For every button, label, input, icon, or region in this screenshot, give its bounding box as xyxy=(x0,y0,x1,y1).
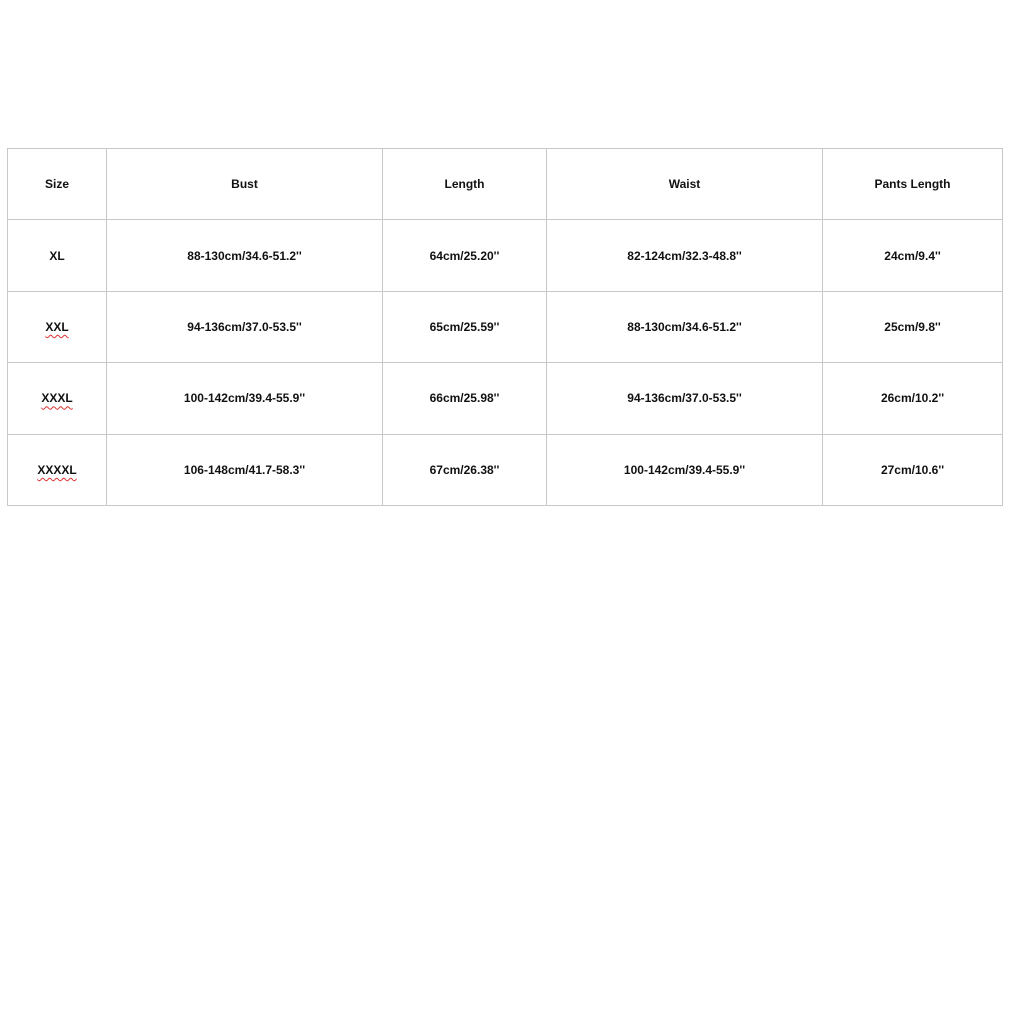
cell-pants-length: 24cm/9.4'' xyxy=(823,220,1003,291)
cell-bust: 100-142cm/39.4-55.9'' xyxy=(107,363,383,434)
table-row xyxy=(8,291,1003,362)
cell-waist: 82-124cm/32.3-48.8'' xyxy=(547,220,823,291)
header-waist: Waist xyxy=(547,149,823,220)
cell-pants-length: 27cm/10.6'' xyxy=(823,434,1003,505)
header-size: Size xyxy=(8,149,107,220)
table-row xyxy=(8,434,1003,505)
cell-size xyxy=(8,291,107,362)
cell-size xyxy=(8,363,107,434)
cell-waist: 100-142cm/39.4-55.9'' xyxy=(547,434,823,505)
cell-bust: 88-130cm/34.6-51.2'' xyxy=(107,220,383,291)
cell-length: 65cm/25.59'' xyxy=(383,291,547,362)
cell-size xyxy=(8,434,107,505)
header-bust: Bust xyxy=(107,149,383,220)
cell-waist: 94-136cm/37.0-53.5'' xyxy=(547,363,823,434)
header-row xyxy=(8,149,1003,220)
cell-length: 67cm/26.38'' xyxy=(383,434,547,505)
size-label: XXXXL xyxy=(37,462,77,477)
cell-length: 66cm/25.98'' xyxy=(383,363,547,434)
table-row xyxy=(8,363,1003,434)
header-length: Length xyxy=(383,149,547,220)
size-label: XL xyxy=(49,248,65,263)
cell-waist: 88-130cm/34.6-51.2'' xyxy=(547,291,823,362)
size-label: XXL xyxy=(45,319,69,334)
cell-bust: 106-148cm/41.7-58.3'' xyxy=(107,434,383,505)
cell-size xyxy=(8,220,107,291)
size-chart-table xyxy=(7,148,1003,506)
cell-pants-length: 26cm/10.2'' xyxy=(823,363,1003,434)
header-pants-length: Pants Length xyxy=(823,149,1003,220)
size-label: XXXL xyxy=(41,391,73,406)
cell-length: 64cm/25.20'' xyxy=(383,220,547,291)
cell-pants-length: 25cm/9.8'' xyxy=(823,291,1003,362)
cell-bust: 94-136cm/37.0-53.5'' xyxy=(107,291,383,362)
table-row xyxy=(8,220,1003,291)
